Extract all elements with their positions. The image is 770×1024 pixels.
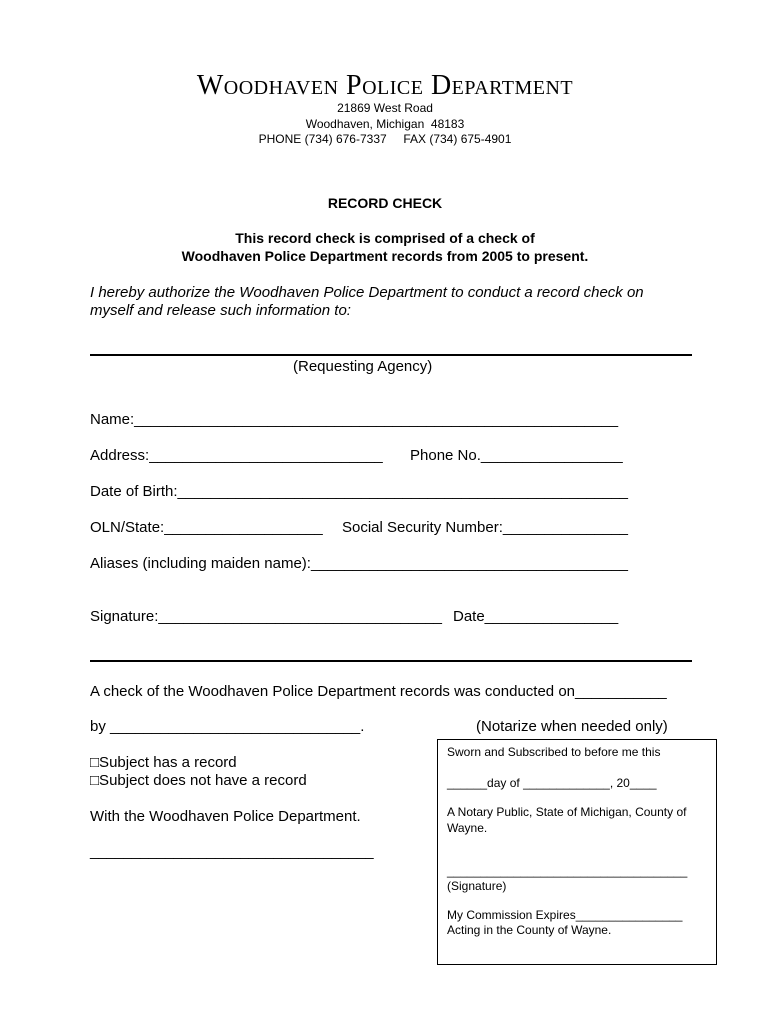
notarize-note: (Notarize when needed only) [476,718,668,735]
subheading-line-2: Woodhaven Police Department records from 2005 to present. [181,248,589,264]
option-no-record[interactable]: □Subject does not have a record [90,772,307,789]
notary-signature-line[interactable]: ____________________________________ [447,864,688,878]
conducted-line[interactable]: A check of the Woodhaven Police Department records was conducted on___________ [90,683,667,700]
section-divider [90,660,692,662]
officer-signature-line[interactable]: __________________________________ [90,843,374,860]
notary-public-line-2: Wayne. [447,821,488,835]
notary-signature-label: (Signature) [447,879,507,893]
notary-acting: Acting in the County of Wayne. [447,923,612,937]
date-field[interactable]: Date________________ [453,608,619,625]
with-department-line: With the Woodhaven Police Department. [90,808,361,825]
notary-sworn: Sworn and Subscribed to before me this [447,745,661,759]
requesting-agency-label: (Requesting Agency) [293,358,433,375]
option-has-record[interactable]: □Subject has a record [90,754,237,771]
by-line[interactable]: by ______________________________. [90,718,365,735]
notary-day-line[interactable]: ______day of _____________, 20____ [447,776,657,790]
phone-field[interactable]: Phone No._________________ [410,447,623,464]
requesting-agency-line[interactable] [90,354,692,356]
address-line-1: 21869 West Road [337,101,433,115]
signature-field[interactable]: Signature:__________________________________ [90,608,443,625]
name-field[interactable]: Name:__________________________________________________________ [90,411,619,428]
ssn-field[interactable]: Social Security Number:_______________ [342,519,629,536]
authorization-line-1: I hereby authorize the Woodhaven Police Department to conduct a record check on [90,284,644,301]
dob-field[interactable]: Date of Birth:______________________________________________________ [90,483,629,500]
oln-state-field[interactable]: OLN/State:___________________ [90,519,323,536]
notary-public-line-1: A Notary Public, State of Michigan, County of [447,805,687,819]
address-line-2: Woodhaven, Michigan 48183 [305,117,465,131]
aliases-field[interactable]: Aliases (including maiden name):______________________________________ [90,555,628,572]
phone-fax-line: PHONE (734) 676-7337 FAX (734) 675-4901 [258,132,512,146]
authorization-line-2: myself and release such information to: [90,302,351,319]
department-title: Woodhaven Police Department [196,70,574,101]
notary-commission[interactable]: My Commission Expires________________ [447,908,683,922]
form-heading: RECORD CHECK [327,195,443,211]
address-field[interactable]: Address:____________________________ [90,447,383,464]
subheading-line-1: This record check is comprised of a check of [235,230,535,246]
